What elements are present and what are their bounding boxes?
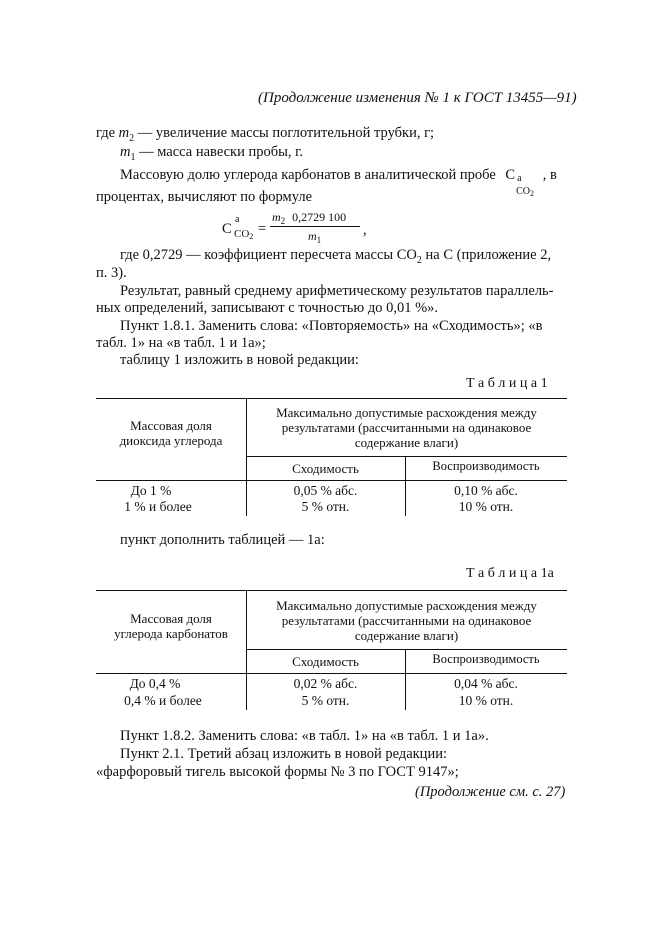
def-prefix: где	[96, 125, 116, 141]
formula-denominator: $m_1$	[308, 229, 322, 245]
table-1-caption: Т а б л и ц а 1	[466, 376, 548, 391]
table-row: 1 % и более	[124, 499, 192, 514]
table-1-sub-reproducibility: Воспроизводимость	[432, 459, 540, 473]
m1-symbol: m	[120, 144, 131, 160]
table-row: До 0,4 %	[129, 676, 181, 691]
formula-lhs-sub: CO2	[234, 228, 254, 241]
formula-fraction-line	[270, 226, 360, 227]
crucible-text: «фарфоровый тигель высокой формы № 3 по ГОСТ 9147»;	[96, 764, 459, 780]
paragraph-carbon-fraction-line2: процентах, вычисляют по формуле	[96, 189, 313, 205]
result-line1: Результат, равный среднему арифметическому результатов параллель-	[120, 283, 554, 299]
para1-text: Массовую долю углерода карбонатов в аналитической пробе	[120, 167, 496, 183]
table-row: 0,10 % абс.	[454, 483, 518, 498]
point-181-line3: таблицу 1 изложить в новой редакции:	[120, 352, 359, 368]
table-row: 0,05 % абс.	[293, 483, 358, 498]
formula-equals: =	[258, 221, 267, 237]
m2-symbol: m	[118, 125, 130, 141]
table-1a-group-header: Максимально допустимые расхождения между результатами (рассчитанными на одинаковое содержание влаги)	[276, 598, 537, 643]
m1-subscript: 1	[130, 151, 136, 163]
co2-subscript: 2	[416, 254, 422, 266]
table-row: 5 % отн.	[301, 693, 350, 708]
coefficient-line2: п. 3).	[96, 265, 127, 281]
page-footer: (Продолжение см. с. 27)	[415, 784, 566, 800]
para1-symbol: C a $CO_2$	[505, 167, 534, 198]
table-row: 0,04 % абс.	[454, 676, 518, 691]
table-1-col1-header: Массовая доля диоксида углерода	[119, 418, 223, 448]
formula-lhs-sup: a	[235, 214, 240, 225]
table-1a-col1-header: Массовая доля углерода карбонатов	[114, 611, 228, 641]
table-row: 0,4 % и более	[124, 693, 202, 708]
para1-end: , в	[542, 167, 557, 183]
point-181-line1: Пункт 1.8.1. Заменить слова: «Повторяемость» на «Сходимость»; «в	[120, 318, 543, 334]
table-row: 5 % отн.	[301, 499, 350, 514]
table-1-group-header: Максимально допустимые расхождения между результатами (рассчитанными на одинаковое содержание влаги)	[276, 405, 537, 450]
table-row: До 1 %	[130, 483, 172, 498]
between-tables-text: пункт дополнить таблицей — 1а:	[120, 532, 325, 548]
point-21: Пункт 2.1. Третий абзац изложить в новой редакции:	[120, 746, 447, 762]
table-1a-caption: Т а б л и ц а 1а	[466, 566, 554, 581]
table-row: 10 % отн.	[458, 499, 514, 514]
m2-text: — увеличение массы поглотительной трубки, г;	[137, 125, 435, 141]
para1-sub: $CO_2$	[516, 186, 534, 198]
definition-m1	[120, 144, 303, 166]
para1-sup: a	[517, 173, 522, 184]
table-row: 0,02 % абс.	[293, 676, 358, 691]
point-182: Пункт 1.8.2. Заменить слова: «в табл. 1» на «в табл. 1 и 1а».	[120, 728, 489, 744]
coefficient-line1: где 0,2729 — коэффициент пересчета массы $CO_2$ на C (приложение 2,	[120, 247, 552, 266]
m1-text: — масса навески пробы, г.	[139, 144, 304, 160]
table-1-sub-reproducibility-conv: Сходимость	[292, 461, 359, 476]
table-1a-sub-reproducibility: Воспроизводимость	[432, 652, 540, 666]
formula-comma: ,	[363, 222, 367, 238]
point-181-line2: табл. 1» на «в табл. 1 и 1а»;	[96, 335, 266, 351]
formula-numerator: $m_2$ 0,2729 100	[272, 210, 347, 226]
table-1a-sub-convergence: Сходимость	[292, 654, 359, 669]
page-header: (Продолжение изменения № 1 к ГОСТ 13455—91)	[258, 90, 577, 106]
m2-subscript: 2	[129, 132, 135, 144]
table-row: 10 % отн.	[458, 693, 514, 708]
formula-lhs: C	[222, 221, 232, 237]
result-line2: ных определений, записывают с точностью до 0,01 %».	[96, 300, 439, 316]
